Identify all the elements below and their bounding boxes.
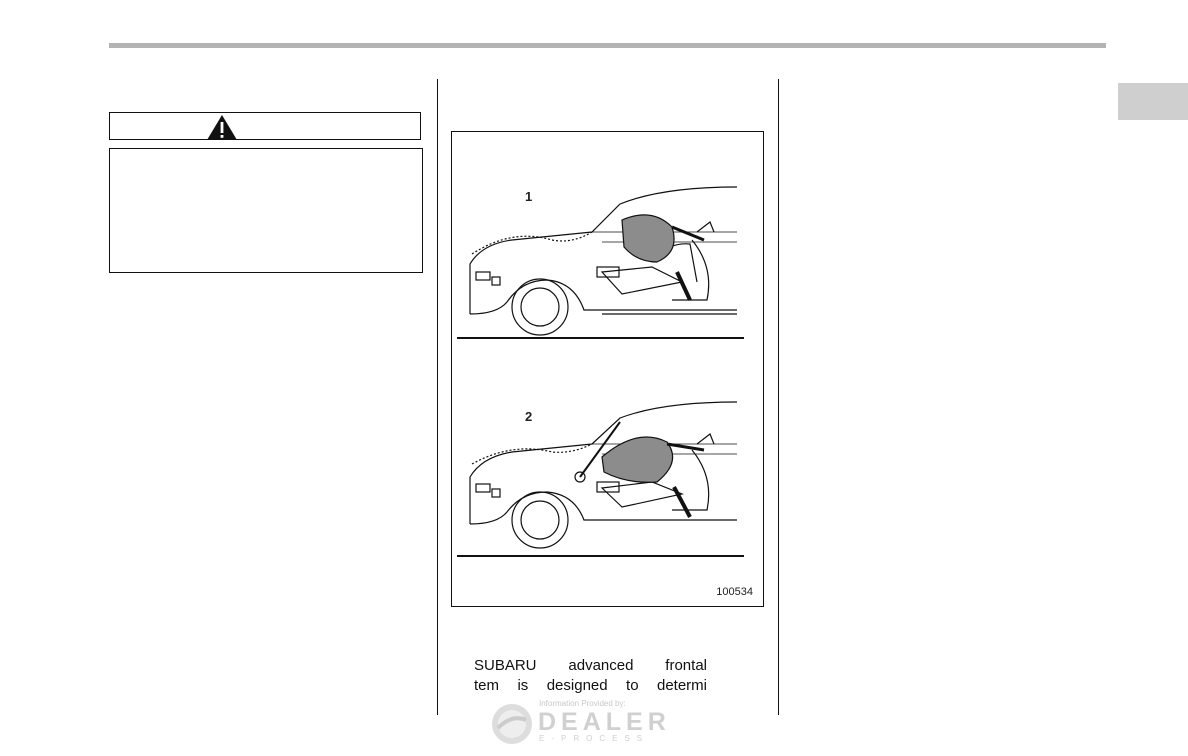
dealer-watermark bbox=[488, 696, 698, 752]
warning-triangle-icon bbox=[205, 113, 239, 141]
section-tab[interactable] bbox=[1118, 83, 1188, 120]
dealer-logo-icon bbox=[490, 702, 534, 746]
watermark-brand: DEALER bbox=[538, 708, 671, 736]
watermark-provided-text: Information Provided by: bbox=[539, 699, 626, 708]
warning-header bbox=[109, 112, 421, 140]
figure-label-2: 2 bbox=[525, 409, 533, 424]
airbag-figure bbox=[451, 131, 764, 607]
body-text-line-1: SUBARU advanced frontal bbox=[474, 657, 707, 674]
column-divider-right bbox=[778, 79, 779, 715]
body-text-line-2: tem is designed to determi bbox=[474, 677, 707, 694]
watermark-subtitle: E-PROCESS bbox=[539, 734, 650, 743]
figure-code: 100534 bbox=[716, 586, 753, 598]
passenger-airbag-deployment-illustration bbox=[452, 132, 765, 608]
warning-body bbox=[109, 148, 423, 273]
figure-label-1: 1 bbox=[525, 189, 533, 204]
column-divider-left bbox=[437, 79, 438, 715]
top-rule bbox=[109, 43, 1106, 48]
